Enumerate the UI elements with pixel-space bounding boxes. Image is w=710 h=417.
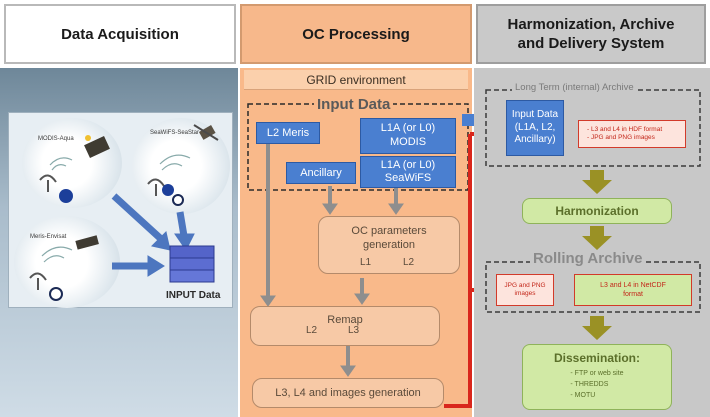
long-term-archive-label: Long Term (internal) Archive <box>512 82 637 93</box>
remap-label: Remap <box>327 313 363 326</box>
archive-input-line3: Ancillary) <box>514 134 556 146</box>
dissemination-item-motu: - MOTU <box>570 391 596 399</box>
rolling-netcdf-box <box>574 274 692 306</box>
l1a-modis-line2: MODIS <box>389 136 427 148</box>
oc-l1-label: L1 <box>360 257 372 268</box>
archive-formats-box <box>578 120 686 148</box>
final-generation-label: L3, L4 and images generation <box>275 387 421 399</box>
satellite-label-seawifs: SeaWiFS-SeaStar <box>150 130 200 136</box>
oc-parameters-line2: generation <box>363 239 415 251</box>
header-data-acquisition-label: Data Acquisition <box>61 25 179 43</box>
oc-l2-label: L2 <box>403 257 415 268</box>
dissemination-box <box>522 344 672 410</box>
rolling-netcdf-line2: format <box>623 291 643 298</box>
satellite-label-modis: MODIS-Aqua <box>38 136 74 142</box>
satellite-label-meris: Meris-Envisat <box>30 234 67 240</box>
rolling-jpg-box <box>496 274 554 306</box>
archive-input-line2: (L1A, L2, <box>514 121 556 133</box>
input-data-heading: Input Data <box>314 96 393 113</box>
rolling-jpg-line2: images <box>514 290 536 297</box>
harmonization-box-label: Harmonization <box>555 204 639 218</box>
rolling-archive-label: Rolling Archive <box>530 250 645 267</box>
l1a-seawifs-line1: L1A (or L0) <box>380 158 436 171</box>
l1a-modis-line1: L1A (or L0) <box>380 122 436 135</box>
header-oc-processing-label: OC Processing <box>302 25 410 43</box>
dissemination-item-ftp: - FTP or web site <box>570 370 624 377</box>
header-harmonization-line1: Harmonization, Archive <box>507 15 675 33</box>
remap-l3-label: L3 <box>348 325 360 336</box>
oc-parameters-line1: OC parameters <box>351 224 427 237</box>
ancillary-label: Ancillary <box>300 167 342 179</box>
dissemination-title: Dissemination: <box>553 351 640 365</box>
grid-environment-label: GRID environment <box>306 72 406 87</box>
archive-input-data-box <box>506 100 564 156</box>
remap-l2-label: L2 <box>306 325 318 336</box>
header-harmonization-line2: and Delivery System <box>517 35 665 52</box>
archive-formats-line1: - L3 and L4 in HDF format <box>587 125 663 133</box>
input-data-label: INPUT Data <box>166 290 221 301</box>
archive-formats-line2: - JPG and PNG images <box>587 134 655 141</box>
rolling-jpg-line1: JPG and PNG <box>504 281 546 289</box>
archive-input-line1: Input Data <box>511 109 559 121</box>
harmonization-box <box>522 198 672 224</box>
l2-meris-label: L2 Meris <box>266 127 310 139</box>
rolling-netcdf-line1: L3 and L4 in NetCDF <box>600 281 666 289</box>
l1a-seawifs-line2: SeaWiFS <box>384 172 432 184</box>
dissemination-list <box>570 369 623 402</box>
dissemination-item-thredds: - THREDDS <box>570 380 609 388</box>
